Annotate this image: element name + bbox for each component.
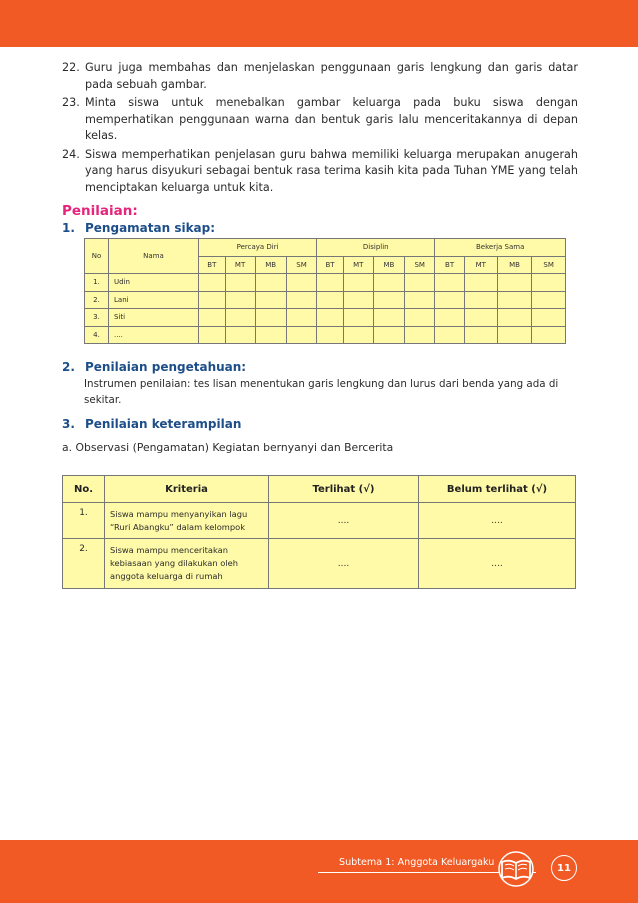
group-header: Bekerja Sama bbox=[435, 239, 566, 257]
section-title: Penilaian keterampilan bbox=[85, 417, 242, 431]
group-header: Disiplin bbox=[317, 239, 435, 257]
section-heading-sikap bbox=[62, 221, 215, 235]
row-terlihat: .... bbox=[269, 503, 419, 539]
row-belum: .... bbox=[419, 539, 576, 589]
row-nama: Udin bbox=[109, 274, 199, 292]
row-nama: .... bbox=[109, 326, 199, 344]
step-item bbox=[62, 95, 578, 145]
penilaian-heading: Penilaian: bbox=[62, 203, 138, 219]
subcol-header: SM bbox=[286, 256, 316, 274]
subcol-header: SM bbox=[405, 256, 435, 274]
subcol-header: MB bbox=[373, 256, 404, 274]
step-text: Minta siswa untuk menebalkan gambar keluarga pada buku siswa dengan memperhatikan penggunaan warna dan bentuk garis lalu menceritakannya di depan kelas. bbox=[85, 96, 578, 142]
row-nama: Siti bbox=[109, 309, 199, 327]
subcol-header: BT bbox=[199, 256, 226, 274]
page-number-badge: 11 bbox=[551, 855, 577, 881]
row-no: 1. bbox=[85, 274, 109, 292]
top-header-band bbox=[0, 0, 638, 47]
row-no: 3. bbox=[85, 309, 109, 327]
table-row bbox=[85, 326, 566, 344]
row-nama: Lani bbox=[109, 291, 199, 309]
subcol-header: MT bbox=[343, 256, 373, 274]
table-row bbox=[85, 291, 566, 309]
step-number: 23. bbox=[62, 96, 80, 109]
observasi-label: a. Observasi (Pengamatan) Kegiatan bernyanyi dan Bercerita bbox=[62, 441, 394, 454]
row-belum: .... bbox=[419, 503, 576, 539]
col-header-nama: Nama bbox=[109, 239, 199, 274]
step-item bbox=[62, 60, 578, 93]
subcol-header: BT bbox=[317, 256, 344, 274]
step-text: Siswa memperhatikan penjelasan guru bahwa memiliki keluarga merupakan anugerah yang harus disyukuri sebagai bentuk rasa terima kasih kita pada Tuhan YME yang telah menciptakan keluarga untuk kita. bbox=[85, 147, 578, 194]
group-header: Percaya Diri bbox=[199, 239, 317, 257]
row-terlihat: .... bbox=[269, 539, 419, 589]
subcol-header: MT bbox=[225, 256, 255, 274]
col-header-belum: Belum terlihat (√) bbox=[419, 476, 576, 503]
row-no: 2. bbox=[85, 291, 109, 309]
book-icon bbox=[494, 850, 538, 888]
col-header-terlihat: Terlihat (√) bbox=[269, 476, 419, 503]
section-title: Penilaian pengetahuan: bbox=[85, 360, 247, 374]
subcol-header: MB bbox=[255, 256, 286, 274]
section-title: Pengamatan sikap: bbox=[85, 221, 216, 235]
section-number: 2. bbox=[62, 360, 75, 374]
subcol-header: BT bbox=[435, 256, 464, 274]
row-no: 1. bbox=[63, 503, 105, 539]
col-header-no: No bbox=[85, 239, 109, 274]
row-kriteria: Siswa mampu menceritakan kebiasaan yang dilakukan oleh anggota keluarga di rumah bbox=[105, 539, 269, 589]
col-header-kriteria: Kriteria bbox=[105, 476, 269, 503]
step-number: 24. bbox=[62, 147, 80, 161]
sikap-table bbox=[84, 238, 566, 344]
row-kriteria: Siswa mampu menyanyikan lagu “Ruri Abangku” dalam kelompok bbox=[105, 503, 269, 539]
subcol-header: MT bbox=[464, 256, 497, 274]
section-number: 3. bbox=[62, 417, 75, 431]
table-row bbox=[63, 503, 576, 539]
table-row bbox=[63, 539, 576, 589]
section-number: 1. bbox=[62, 221, 75, 235]
subcol-header: MB bbox=[497, 256, 532, 274]
col-header-no: No. bbox=[63, 476, 105, 503]
row-no: 2. bbox=[63, 539, 105, 589]
row-no: 4. bbox=[85, 326, 109, 344]
step-number: 22. bbox=[62, 61, 80, 74]
table-row bbox=[85, 309, 566, 327]
section-heading-keterampilan bbox=[62, 417, 241, 431]
footer-subtema: Subtema 1: Anggota Keluargaku bbox=[339, 857, 495, 868]
section-heading-pengetahuan bbox=[62, 360, 246, 374]
step-item bbox=[62, 147, 578, 197]
step-list bbox=[62, 60, 578, 198]
step-text: Guru juga membahas dan menjelaskan penggunaan garis lengkung dan garis datar pada sebuah gambar. bbox=[85, 61, 578, 91]
pengetahuan-text: Instrumen penilaian: tes lisan menentukan garis lengkung dan lurus dari benda yang ada di sekitar. bbox=[84, 378, 559, 406]
subcol-header: SM bbox=[532, 256, 566, 274]
observasi-table bbox=[62, 475, 576, 589]
table-row bbox=[85, 274, 566, 292]
